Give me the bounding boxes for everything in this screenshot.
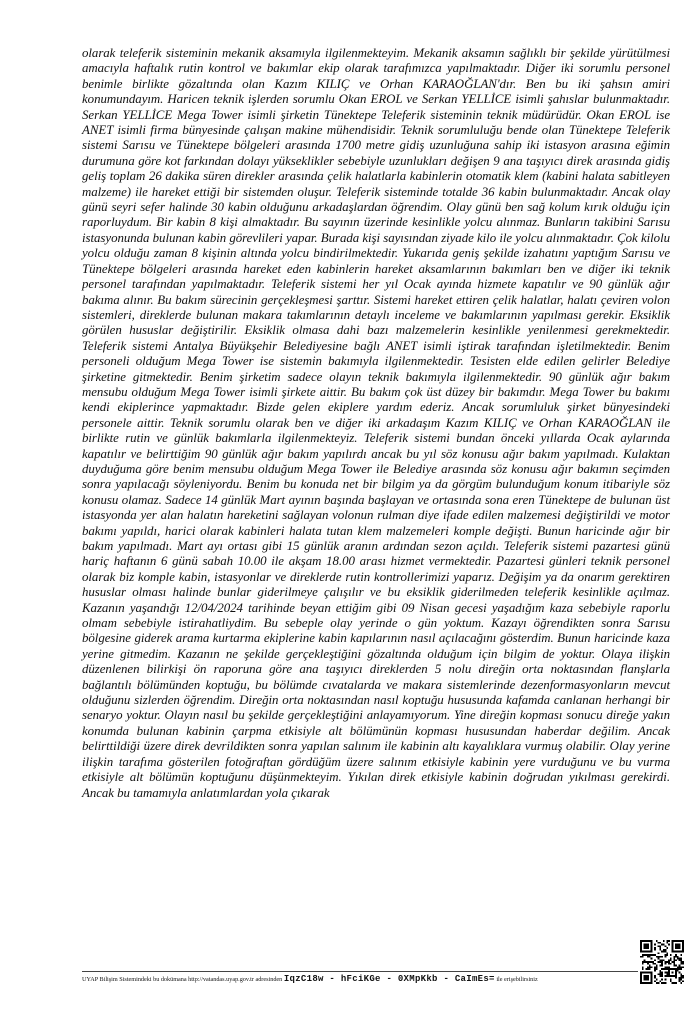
qr-code-icon: [640, 940, 684, 984]
footer-prefix: UYAP Bilişim Sistemindeki bu dokümana http://vatandas.uyap.gov.tr adresinden: [82, 976, 283, 983]
footer-divider: [82, 971, 638, 972]
verification-code: IqzC18w - hFciKGe - 0XMpKkb - CaImEs=: [283, 974, 495, 984]
statement-body-text: olarak teleferik sisteminin mekanik aksamıyla ilgilenmekteyim. Mekanik aksamın sağlıklı bir şekilde yürütülmesi amacıyla haftalık rutin kontrol ve bakımlar ekip olarak tarafımızca yapılmaktadır. Diğer iki sorumlu personel benimle birlikte gözaltında olan Kazım KILIÇ ve Orhan KARAOĞLAN'dır. Ben bu iki şahsın amiri konumundayım. Haricen teknik işlerden sorumlu Okan EROL ve Serkan YELLİCE isimli şahıslar bulunmaktadır. Serkan YELLİCE Mega Tower isimli şirketin Tünektepe Teleferik sisteminin teknik müdürüdür. Okan EROL ise ANET isimli firma bünyesinde çalışan makine mühendisidir. Teknik sorumluluğu bende olan Tünektepe Teleferik sistemi Sarısu ve Tünektepe bölgeleri arasında 1700 metre gidiş uzunluğuna sahip iki istasyon arasına eğimin durumuna göre kot farkından dolayı yükseklikler sebebiyle uzunlukları değişen 9 ana taşıyıcı direk arasında gidiş geliş toplam 26 dakika süren direkler arasında çelik halatlarla kabinlerin otomatik klem (kabini halata sabitleyen malzeme) ile hareket ettiği bir sistemden oluşur. Teleferik sisteminde totalde 36 kabin bulunmaktadır. Ancak olay günü seyri sefer halinde 30 kabin olduğunu arkadaşlardan öğrendim. Olay günü ben sağ kolum kırık olduğu için raporluydum. Bir kabin 8 kişi almaktadır. Bu sayının üzerinde kesinlikle yolcu alınmaz. Bunların takibini Sarısu istasyonunda bulunan kabin görevlileri yapar. Burada kişi sayısından ziyade kilo ile yolcu alınmaktadır. Çok kilolu yolcu olduğu zaman 8 kişinin altında yolcu bindirilmektedir. Yukarıda geniş şekilde izahatını yaptığım Sarısu ve Tünektepe bölgeleri arasında hareket eden kabinlerin hareket aksamlarının bakımları ben ve diğer iki teknik personel tarafından yapılmaktadır. Teleferik sistemi her yıl Ocak ayında hizmete kapatılır ve 90 günlük ağır bakıma alınır. Bu bakım sürecinin gerçekleşmesi şarttır. Sistemi hareket ettiren çelik halatlar, halatı çeviren volon sistemleri, direklerde bulunan makara takımlarının detaylı inceleme ve bakımlarının yapılması gerekir. Eksiklik görülen hususlar değiştirilir. Eksiklik olmasa dahi bazı malzemelerin kesinlikle yenilenmesi gerekmektedir. Teleferik sistemi Antalya Büyükşehir Belediyesine bağlı ANET isimli iştirak tarafından işletilmektedir. Benim personeli olduğum Mega Tower ise sistemin bakımıyla ilgilenmektedir. Tesisten elde edilen gelirler Belediye şirketine gitmektedir. Benim şirketim sadece olayın teknik bakımıyla ilgilenmektedir. 90 günlük ağır bakım mensubu olduğum Mega Tower isimli şirkete aittir. Bu bakım çok üst düzey bir bakımdır. Mega Tower bu bakımı kendi ekiplerince yapmaktadır. Bizde gelen ekiplere yardım ederiz. Ancak sorumluluk şirket bünyesindeki personele aittir. Teknik sorumlu olarak ben ve diğer iki arkadaşım Kazım KILIÇ ve Orhan KARAOĞLAN ile birlikte rutin ve günlük bakımlarla ilgilenmekteyiz. Teleferik sistemi bundan önceki yıllarda Ocak aylarında kapatılır ve belirttiğim 90 günlük ağır bakım yapılırdı ancak bu yıl söz konusu ağır bakım yapılmadı. Kulaktan duyduğuma göre benim mensubu olduğum Mega Tower ile Belediye arasında söz konusu ağır bakımın seçimden sonra yapılacağı söyleniyordu. Benim bu konuda net bir bilgim ya da görgüm bulunduğum konum itibariyle söz konusu olamaz. Sadece 14 günlük Mart ayının başında başlayan ve ortasında sona eren Tünektepe de bulunan üst istasyonda yer alan halatın hareketini sağlayan volonun rulman diye ifade edilen malzemesi değiştirildi ve motor bakımı yapıldı, harici olarak kabinleri halata tutan klem malzemeleri komple değişti. Bunun haricinde ağır bir bakım yapılmadı. Mart ayı ortası gibi 15 günlük aranın ardından sezon açıldı. Teleferik sistemi pazartesi günü hariç haftanın 6 günü sabah 10.00 ile akşam 18.00 arası hizmet vermektedir. Pazartesi günleri teknik personel olarak biz komple kabin, istasyonlar ve direklerde rutin kontrollerimizi yaparız. Değişim ya da onarım gerektiren hususlar olması halinde bunlar giderilmeye çalışılır ve bu eksiklik giderilmeden teleferik kesinlikle açılmaz. Kazanın yaşandığı 12/04/2024 tarihinde beyan ettiğim gibi 09 Nisan gecesi yaşadığım kaza sebebiyle raporlu olmam sebebiyle istirahatliydim. Bu sebeple olay yerinde o gün yoktum. Kazayı öğrendikten sonra Sarısu bölgesine giderek arama kurtarma ekiplerine kabin kapılarının nasıl açılacağını gösterdim. Bunun haricinde kaza yerine gitmedim. Kazanın ne şekilde gerçekleştiğini gözaltında olduğum için bilgim de yoktur. Olaya ilişkin düzenlenen bilirkişi ön raporuna göre ana taşıyıcı direklerden 5 nolu direğin orta noktasından flanşlarla bağlantılı bölümünden koptuğu, bu bölümde cıvatalarda ve makara sistemlerinde dezenformasyonların mevcut olduğunu sizlerden öğrendim. Direğin orta noktasından nasıl koptuğu hususunda kafamda canlanan herhangi bir senaryo yoktur. Olayın nasıl bu şekilde gerçekleştiğini anlayamıyorum. Yine direğin kopması sonucu direğe yakın konumda bulunan kabinin çarpma etkisiyle alt bölümünün kopması hususundan haberdar değilim. Ancak belirttildiği üzere direk devrildikten sonra yapılan salınım ile kabinin altı kayalıklara vurmuş olabilir. Olay yerine ilişkin tarafıma gösterilen fotoğraftan gördüğüm üzere salınım etkisiyle kabinin yere vurduğunu ve bu vurma etkisiyle alt bölümün koptuğunu düşünmekteyim. Yıkılan direk etkisiyle kabinin doğrudan yıkılması gerekirdi. Ancak bu tamamıyla anlatımlardan yola çıkarak: [82, 46, 670, 800]
uyap-footer: [82, 974, 638, 985]
footer-suffix: ile erişebilirsiniz: [496, 976, 538, 983]
